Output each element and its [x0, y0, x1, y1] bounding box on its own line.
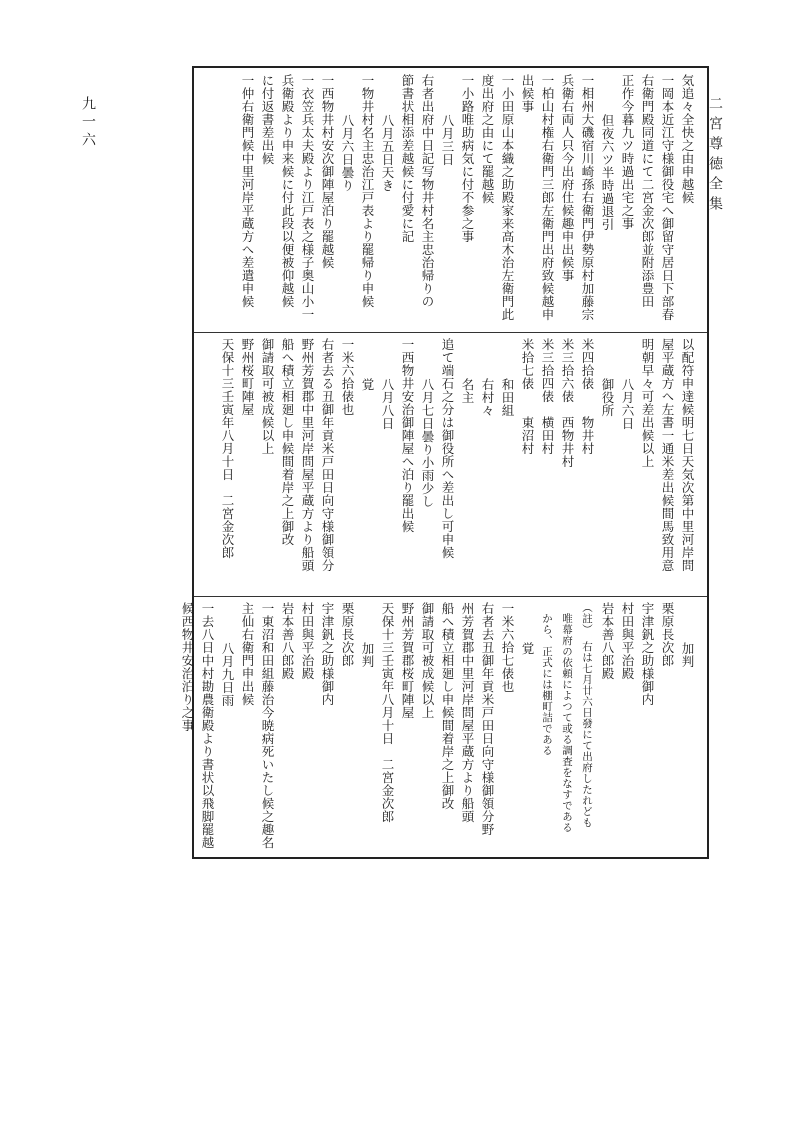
text-line: 明朝早々可差出候以上 — [640, 338, 655, 468]
text-line: 一米六拾俵也 — [340, 338, 355, 416]
text-line: 度出府之由にて罷越候 — [480, 74, 495, 204]
text-line: 唯幕府の依頼によつて或る調査をなすである — [561, 602, 573, 833]
text-line: 御請取可被成候以上 — [260, 338, 275, 455]
text-line: 御請取可被成候以上 — [420, 602, 435, 719]
text-line: 栗原長次郎 — [660, 602, 675, 667]
text-line: 船へ積立相廻し申候間着岸之上御改 — [280, 338, 295, 546]
top-band — [198, 72, 703, 328]
text-line: 屋平蔵方へ左書一通米差出候間馬致用意 — [660, 338, 675, 572]
text-line: 野州芳賀郡中里河岸問屋平蔵方より船頭 — [300, 338, 315, 572]
text-line: 米拾七俵 東沼村 — [520, 338, 535, 455]
text-line: 但夜六ツ半時過退引 — [600, 114, 615, 231]
text-line: 右衛門殿同道にて二宮金次郎並附添豊田 — [640, 74, 655, 308]
text-line: 候西物井安治泊り之事 — [180, 602, 195, 732]
text-line: 八月三日 — [440, 114, 455, 166]
text-line: 和田組 — [500, 378, 515, 417]
text-line: 八月六日曇り — [340, 114, 355, 192]
text-line: 船へ積立相廻し申候間着岸之上御改 — [440, 602, 455, 810]
text-line: 八月七日曇り小雨少し — [420, 378, 435, 508]
text-line: 一去八日中村勘農衛殿より書状以飛脚罷越 — [200, 602, 215, 849]
text-line: 八月五日天き — [380, 114, 395, 192]
text-line: に付返書差出候 — [260, 74, 275, 165]
text-line: 兵衛右両人只今出府仕候趣申出候事 — [560, 74, 575, 282]
text-line: 一岡本近江守様御役宅へ御留守居日下部春 — [660, 74, 675, 321]
text-line: 村田與平治殿 — [300, 602, 315, 680]
text-line: 一衣笠兵太夫殿より江戸表之様子奥山小一 — [300, 74, 315, 321]
text-line: 天保十三壬寅年八月十日 二宮金次郎 — [380, 602, 395, 823]
text-line: 米四拾俵 物井村 — [580, 338, 595, 455]
text-line: 一小路唯助病気に付不参之事 — [460, 74, 475, 243]
text-line: 栗原長次郎 — [340, 602, 355, 667]
text-line: 節書状相添差越候に付愛に記 — [400, 74, 415, 243]
text-line: 岩本善八郎殿 — [280, 602, 295, 680]
text-line: 覚 — [520, 642, 535, 655]
text-line: 一西物井村安次御陣屋泊り罷越候 — [320, 74, 335, 269]
text-line: 一柏山村権右衛門三郎左衛門出府致候越申 — [540, 74, 555, 321]
text-line: 野州桜町陣屋 — [240, 338, 255, 416]
bottom-band-text — [177, 602, 697, 857]
text-line: 加判 — [680, 642, 695, 668]
text-line: 右村々 — [480, 378, 495, 417]
text-line: 右者去丑御年貢米戸田日向守様御領分野 — [480, 602, 495, 836]
text-line: 宇津釩之助様御内 — [320, 602, 335, 706]
text-line: 一東沼和田組藤治今暁病死いたし候之趣名 — [260, 602, 275, 849]
middle-band-text — [217, 338, 697, 592]
text-line: 一西物井安治御陣屋へ泊り罷出候 — [400, 338, 415, 533]
text-line: 米三拾四俵 横田村 — [540, 338, 555, 455]
text-line: 覚 — [360, 378, 375, 391]
text-line: 一小田原山本織之助殿家来高木治左衛門此 — [500, 74, 515, 321]
text-line: 岩本善八郎殿 — [600, 602, 615, 680]
text-line: 出候事 — [520, 74, 535, 113]
text-line: 兵衛殿より申来候に付此段以便被仰越候 — [280, 74, 295, 308]
band-divider-2 — [194, 596, 707, 597]
text-line: 気追々全快之由申越候 — [680, 74, 695, 204]
text-line: 加判 — [360, 642, 375, 668]
text-line: 米三拾六俵 西物井村 — [560, 338, 575, 468]
text-line: 正作今暮九ツ時過出宅之事 — [620, 74, 635, 230]
text-line: から、正式には棚町詰である — [541, 602, 553, 756]
top-band-text — [237, 74, 697, 328]
text-line: 以配符申達候明七日天気次第中里河岸問 — [680, 338, 695, 572]
text-line: 野州芳賀郡桜町陣屋 — [400, 602, 415, 719]
text-line: 村田與平治殿 — [620, 602, 635, 680]
text-line: 八月六日 — [620, 378, 635, 430]
page-header-title: 二宮尊徳全集 — [707, 96, 723, 216]
bottom-band — [180, 600, 703, 857]
text-line: 御役所 — [600, 378, 615, 417]
text-line: 右者出府中日記写物井村名主忠治帰りの — [420, 74, 435, 308]
text-line: 追て端石之分は御役所へ差出し可申候 — [440, 338, 455, 559]
text-line: 一相州大磯宿川崎孫右衛門伊勢原村加藤宗 — [580, 74, 595, 321]
text-line: 名主 — [460, 378, 475, 404]
text-line: 一仲右衛門候中里河岸平蔵方へ差遣申候 — [240, 74, 255, 308]
band-divider-1 — [194, 332, 707, 333]
text-line: 主仙右衛門申出候 — [240, 602, 255, 706]
text-line: 右者去る丑御年貢米戸田日向守様御領分 — [320, 338, 335, 572]
text-line: （註） 右は七月廿六日發にて出府したれども — [581, 602, 593, 828]
text-line: 八月八日 — [380, 378, 395, 430]
text-line: 一米六拾七俵也 — [500, 602, 515, 693]
text-line: 天保十三壬寅年八月十日 二宮金次郎 — [220, 338, 235, 559]
text-frame — [180, 66, 709, 859]
text-line: 宇津釩之助様御内 — [640, 602, 655, 706]
text-line: 州芳賀郡中里河岸問屋平蔵方より船頭 — [460, 602, 475, 823]
text-line: 一物井村名主忠治江戸表より罷帰り申候 — [360, 74, 375, 308]
text-line: 八月九日雨 — [220, 642, 235, 707]
middle-band — [198, 336, 703, 592]
page-number: 九一六 — [80, 96, 96, 150]
